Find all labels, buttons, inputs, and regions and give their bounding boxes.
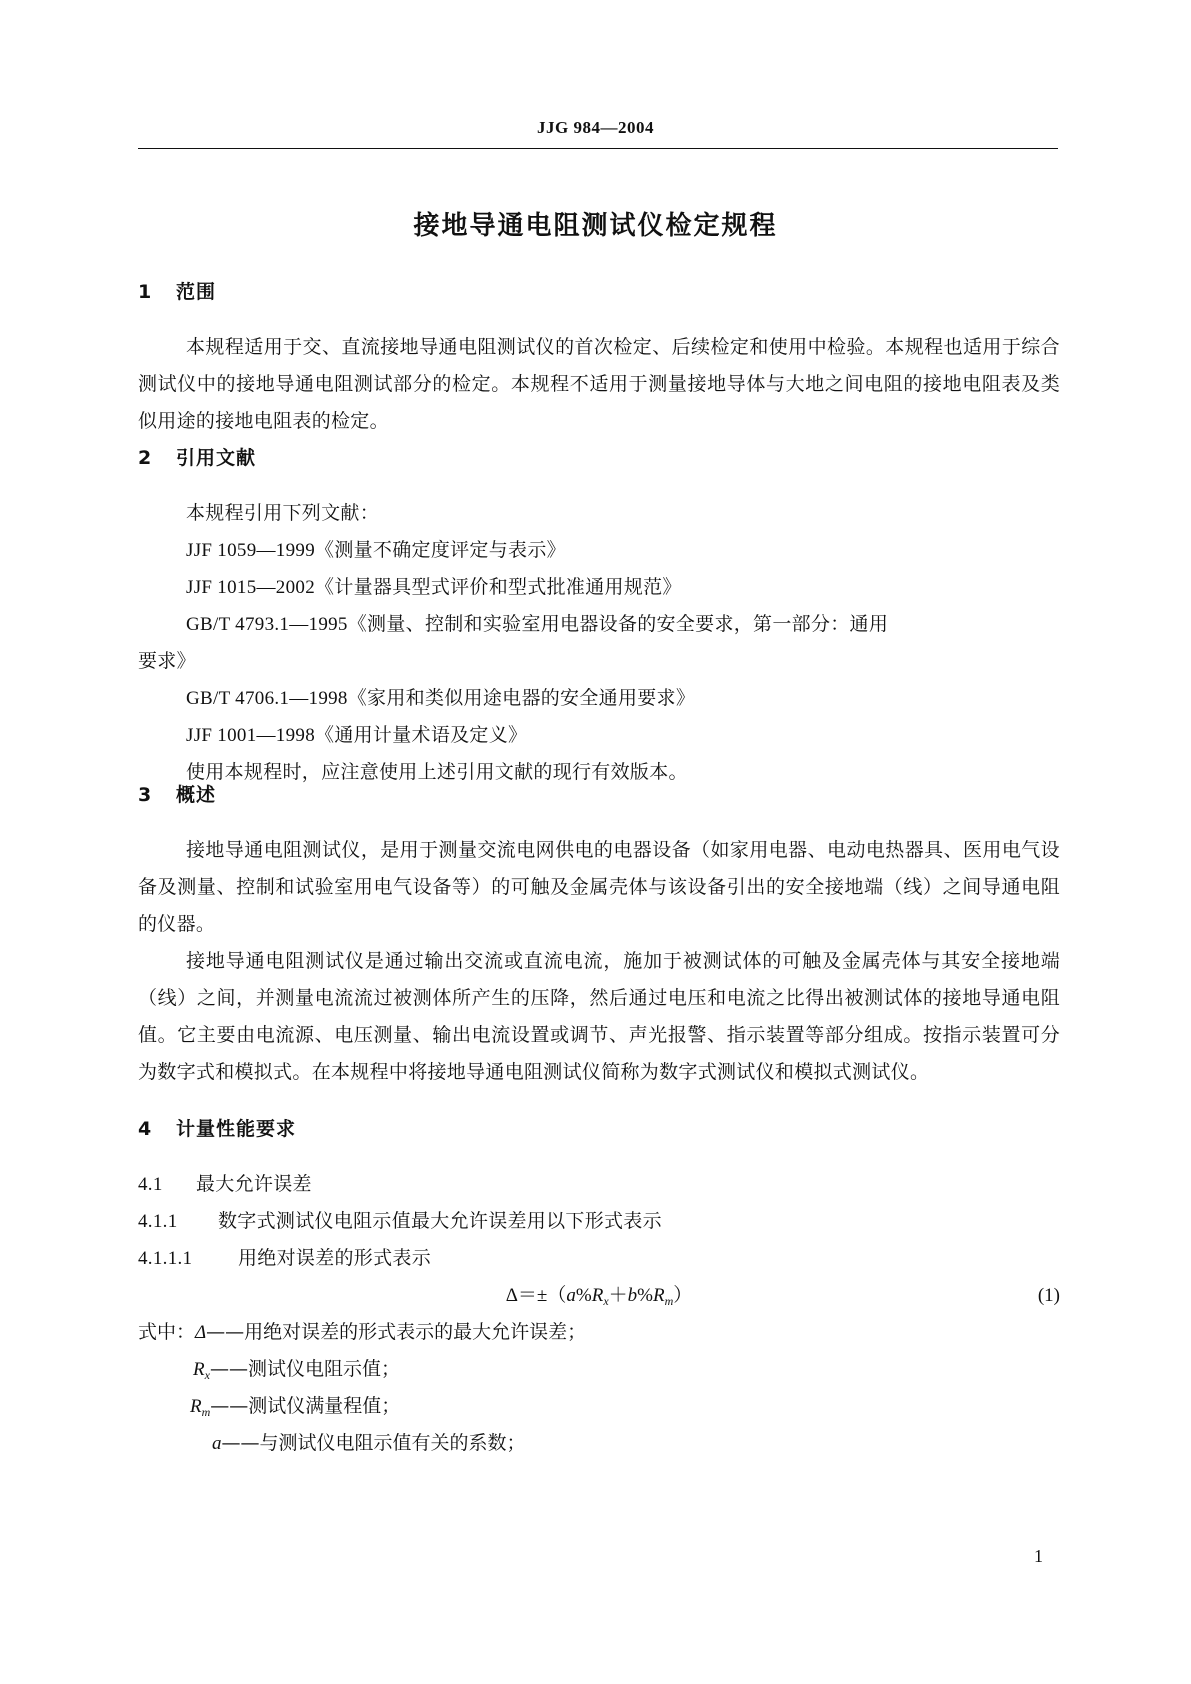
reference-note: 使用本规程时，应注意使用上述引用文献的现行有效版本。 [186,761,688,783]
paragraph: 接地导通电阻测试仪是通过输出交流或直流电流，施加于被测试体的可触及金属壳体与其安全接地端（线）之间，并测量电流流过被测体所产生的压降，然后通过电压和电流之比得出被测试体的接地导通电阻值。它主要由电流源、电压测量、输出电流设置或调节、声光报警、指示装置等部分组成。按指示装置可分为数字式和模拟式。在本规程中将接地导通电阻测试仪简称为数字式测试仪和模拟式测试仪。 [138,950,1060,1083]
definition-item [138,1314,586,1351]
clause-item [138,1240,1060,1277]
section-number: 2 [138,447,153,469]
clause-item [138,1166,1060,1203]
formula-percent: % [637,1285,653,1306]
section-title: 概述 [176,784,217,806]
reference-name: 《测量不确定度评定与表示》 [315,539,566,561]
paragraph: 本规程适用于交、直流接地导通电阻测试仪的首次检定、后续检定和使用中检验。本规程也适用于综合测试仪中的接地导通电阻测试部分的检定。本规程不适用于测量接地导体与大地之间电阻的接地电阻表及类似用途的接地电阻表的检定。 [138,336,1060,432]
clause-list [138,1166,1060,1277]
reference-name: 《计量器具型式评价和型式批准通用规范》 [315,576,682,598]
reference-wrap: 要求》 [138,650,196,672]
definition-subscript: x [204,1368,210,1382]
formula-b: b [627,1285,638,1306]
section-number: 3 [138,784,153,806]
reference-list [138,495,1060,791]
where-label: 式中： [138,1321,196,1343]
section-number: 1 [138,281,153,303]
reference-code: GB/T 4793.1—1995 [186,614,348,635]
formula-subscript-m: m [664,1294,674,1308]
definition-text: ——与测试仪电阻示值有关的系数； [221,1432,526,1454]
definition-subscript: m [201,1405,211,1419]
reference-intro: 本规程引用下列文献： [186,502,380,524]
section-title: 计量性能要求 [176,1118,297,1140]
formula-plus: ＋ [608,1285,628,1306]
section-title: 范围 [176,281,217,303]
definition-text: ——测试仪满量程值； [210,1395,401,1417]
reference-item [138,680,1060,717]
formula-close: ） [673,1285,693,1306]
section-2 [138,443,1060,791]
definition-text: ——用绝对误差的形式表示的最大允许误差； [206,1321,587,1343]
definition-symbol: R [190,1396,202,1417]
clause-number: 4.1.1.1 [138,1248,193,1269]
reference-code: GB/T 4706.1—1998 [186,688,348,709]
definition-symbol: a [212,1433,222,1454]
reference-name: 《通用计量术语及定义》 [315,724,528,746]
formula-r: R [591,1285,604,1306]
standard-code-header: JJG 984—2004 [537,118,654,137]
reference-code: JJF 1001—1998 [186,725,316,746]
section-heading [138,443,1060,473]
section-3 [138,780,1060,1091]
section-heading [138,1114,1060,1144]
reference-name: 《家用和类似用途电器的安全通用要求》 [347,687,696,709]
section-4 [138,1114,1060,1144]
definition-item [212,1425,526,1462]
formula-subscript-x: x [603,1294,609,1308]
reference-item [138,569,1060,606]
section-heading [138,277,1060,307]
formula-a: a [566,1285,576,1306]
definition-symbol: R [193,1359,205,1380]
reference-item [138,532,1060,569]
formula-lhs: Δ＝±（ [505,1285,567,1306]
definition-symbol: Δ [195,1322,207,1343]
section-title: 引用文献 [176,447,257,469]
clause-text: 最大允许误差 [196,1173,312,1195]
document-title: 接地导通电阻测试仪检定规程 [413,211,778,241]
formula-r: R [652,1285,665,1306]
paragraph: 接地导通电阻测试仪，是用于测量交流电网供电的电器设备（如家用电器、电动电热器具、医用电气设备及测量、控制和试验室用电气设备等）的可触及金属壳体与该设备引出的安全接地端（线）之间导通电阻的仪器。 [138,839,1060,935]
section-number: 4 [138,1118,153,1140]
clause-number: 4.1 [138,1174,163,1195]
reference-item [138,717,1060,754]
page-number: 1 [1034,1546,1043,1566]
equation-number: (1) [1037,1285,1060,1306]
reference-code: JJF 1059—1999 [186,540,316,561]
reference-item [138,606,1060,643]
section-1 [138,277,1060,440]
section-heading [138,780,1060,810]
clause-item [138,1203,1060,1240]
definition-text: ——测试仪电阻示值； [209,1358,400,1380]
reference-code: JJF 1015—2002 [186,577,316,598]
clause-number: 4.1.1 [138,1211,178,1232]
clause-text: 用绝对误差的形式表示 [238,1247,432,1269]
clause-text: 数字式测试仪电阻示值最大允许误差用以下形式表示 [218,1210,662,1232]
formula-row [138,1277,1060,1314]
reference-name: 《测量、控制和实验室用电器设备的安全要求，第一部分：通用 [347,613,889,635]
header-rule [138,148,1058,149]
formula-percent: % [575,1285,592,1306]
